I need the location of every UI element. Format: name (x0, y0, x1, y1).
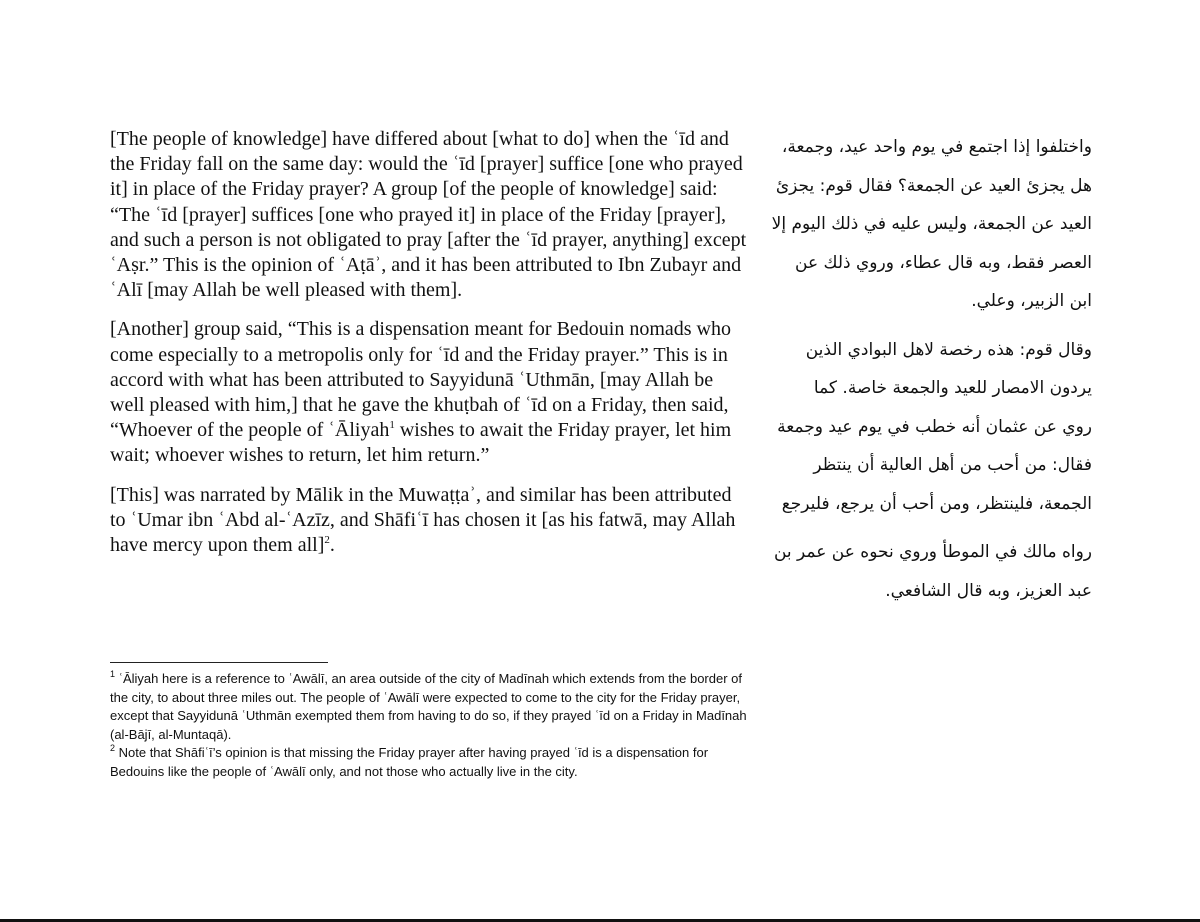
footnote-ref-1[interactable]: 1 (389, 419, 395, 432)
arabic-line: ابن الزبير، وعلي. (971, 291, 1092, 311)
footnotes-section (110, 670, 760, 782)
footnote-2-text: Note that Shāfiʿī’s opinion is that missing the Friday prayer after having prayed ʿīd is a dispensation for Bedouins like the people of ʿAwālī only, and not those who actually live in the city. (110, 745, 709, 779)
english-paragraph-3-text-b: . (329, 534, 335, 557)
footnote-1-text: ʿĀliyah here is a reference to ʿAwālī, an area outside of the city of Madīnah which extends from the border of the city, to about three miles out. The people of ʿAwālī were expected to come to the city for the Friday prayer, except that Sayyidunā ʿUthmān exempted them from having to do so, if they prayed ʿīd on a Friday in Madīnah (al-Bājī, al-Muntaqā). (110, 671, 747, 742)
arabic-line: العيد عن الجمعة، وليس عليه في ذلك اليوم إلا (771, 214, 1092, 234)
english-paragraph-2-text-b: wishes to await the Friday prayer, let him wait; whoever wishes to return, let him return.” (110, 419, 732, 467)
footnote-2-number: 2 (110, 743, 116, 754)
english-paragraph-1 (110, 127, 750, 303)
footnote-1-number: 1 (110, 669, 116, 679)
arabic-paragraph-2 (777, 331, 1092, 524)
arabic-paragraph-3 (773, 533, 1092, 610)
arabic-line: العصر فقط، وبه قال عطاء، وروي ذلك عن (795, 252, 1092, 273)
footnote-1 (110, 670, 760, 744)
arabic-line: هل يجزئ العيد عن الجمعة؟ فقال قوم: يجزئ (775, 175, 1092, 196)
arabic-line: الجمعة، فلينتظر، ومن أحب أن يرجع، فليرجع (781, 493, 1092, 514)
arabic-line: واختلفوا إذا اجتمع في يوم واحد عيد، وجمعة، (781, 137, 1092, 157)
english-paragraph-2-text-a: [Another] group said, “This is a dispensation meant for Bedouin nomads who come especially to a metropolis only for ʿīd and the Friday prayer.” This is in accord with what has been attributed to Sayyidunā ʿUthmān, [may Allah be well pleased with him,] that he gave the khuṭbah of ʿīd on a Friday, then said, “Whoever of the people of ʿĀliyah (110, 318, 731, 442)
footnote-2 (110, 744, 760, 781)
arabic-line: فقال: من أحب من أهل العالية أن ينتظر (813, 455, 1092, 475)
footnote-ref-2[interactable]: 2 (324, 534, 330, 547)
arabic-original-column (771, 128, 1092, 620)
arabic-line: عبد العزيز، وبه قال الشافعي. (885, 580, 1092, 601)
arabic-line: روي عن عثمان أنه خطب في يوم عيد وجمعة (777, 416, 1092, 437)
english-paragraph-1-text: [The people of knowledge] have differed about [what to do] when the ʿīd and the Friday fall on the same day: would the ʿīd [prayer] suffice [one who prayed it] in place of the Friday prayer? A group [of the people of knowledge] said: “The ʿīd [prayer] suffices [one who prayed it] in place of the Friday [prayer], and such a person is not obligated to pray [after the ʿīd prayer, anything] except ʿAṣr.” This is the opinion of ʿAṭāʾ, and it has been attributed to Ibn Zubayr and ʿAlī [may Allah be well pleased with them]. (110, 128, 747, 302)
english-paragraph-2 (110, 317, 750, 468)
english-translation-column (110, 127, 750, 572)
footnote-separator (110, 662, 328, 663)
english-paragraph-3 (110, 483, 750, 559)
arabic-line: يردون الامصار للعيد والجمعة خاصة. كما (813, 378, 1092, 398)
arabic-line: وقال قوم: هذه رخصة لاهل البوادي الذين (805, 339, 1092, 360)
arabic-paragraph-1 (771, 128, 1092, 321)
english-paragraph-3-text-a: [This] was narrated by Mālik in the Muwaṭṭaʾ, and similar has been attributed to ʿUmar ibn ʿAbd al-ʿAzīz, and Shāfiʿī has chosen it [as his fatwā, may Allah have mercy upon them all] (110, 483, 736, 557)
arabic-line: رواه مالك في الموطأ وروي نحوه عن عمر بن (773, 542, 1092, 562)
